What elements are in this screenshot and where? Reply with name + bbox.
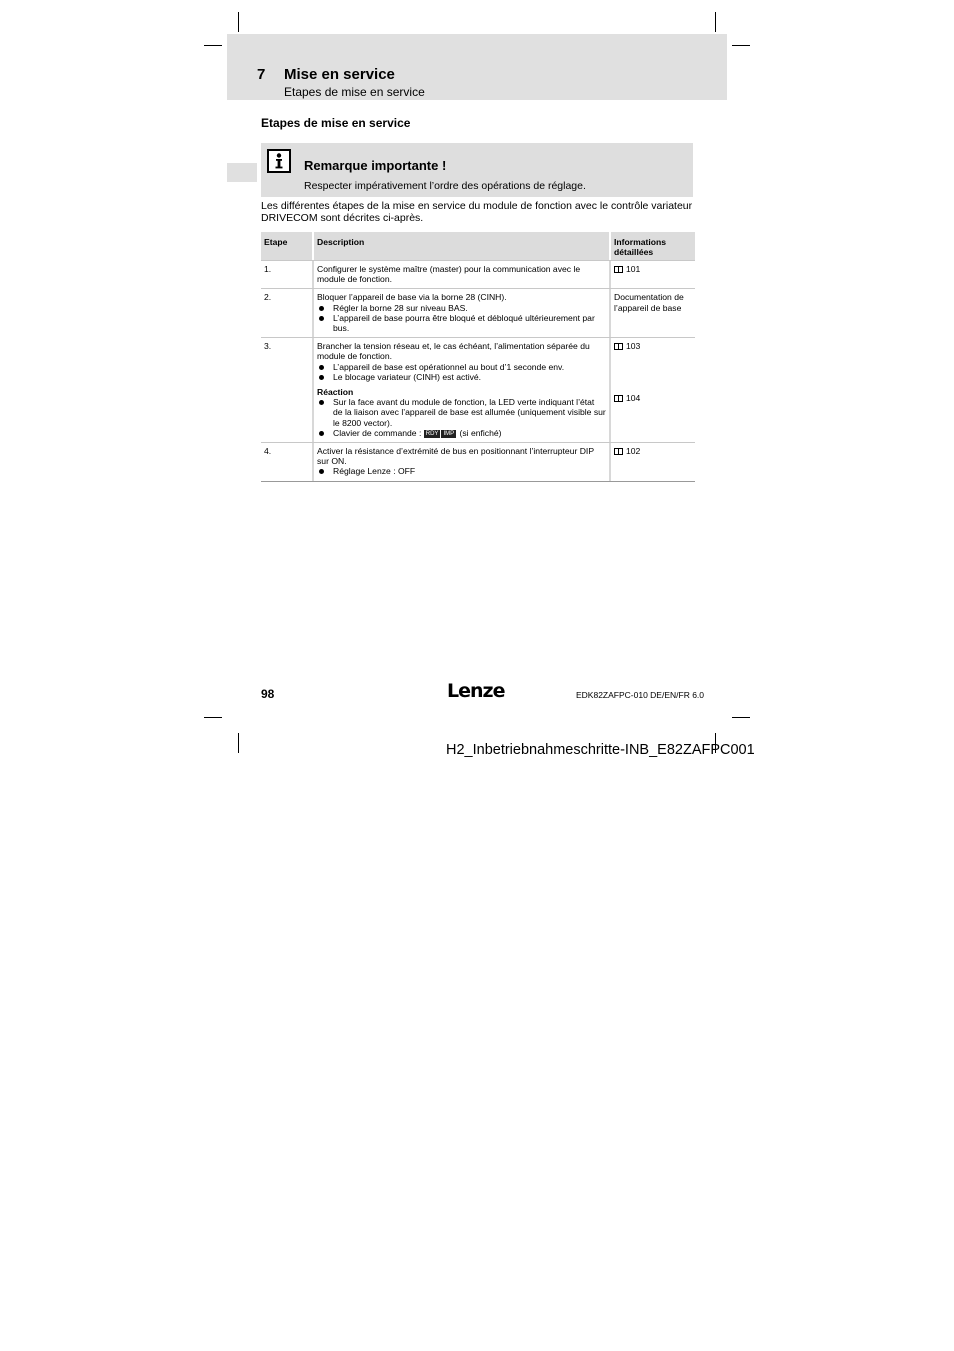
column-header: Informations détaillées (611, 232, 695, 260)
file-name: H2_Inbetriebnahmeschritte-INB_E82ZAFPC001 (446, 742, 755, 758)
step-text: Activer la résistance d’extrémité de bus en positionnant l’interrupteur DIP sur ON. (317, 446, 594, 467)
reaction-heading: Réaction (317, 387, 354, 398)
chapter-title: Mise en service (284, 66, 395, 83)
book-icon (614, 395, 623, 402)
section-heading: Etapes de mise en service (261, 116, 411, 130)
page-reference[interactable]: 104 (626, 393, 641, 404)
step-number: 4. (264, 446, 272, 457)
info-icon (267, 149, 291, 173)
page-number: 98 (261, 687, 275, 701)
chapter-number: 7 (257, 66, 266, 83)
step-text: Brancher la tension réseau et, le cas échéant, l’alimentation séparée du module de fonction. (317, 341, 590, 362)
step-text: Bloquer l’appareil de base via la borne 28 (CINH). (317, 292, 507, 303)
bullet-item: Le blocage variateur (CINH) est activé. (317, 372, 606, 382)
page-reference[interactable]: 102 (626, 446, 641, 457)
crop-mark (732, 717, 750, 718)
book-icon (614, 343, 623, 350)
step-description (312, 443, 611, 481)
column-header: Description (312, 232, 611, 260)
steps-table (261, 232, 695, 482)
table-row (261, 289, 695, 338)
step-number: 1. (264, 264, 272, 274)
crop-mark (238, 12, 239, 32)
rdy-key-indicator: RDY (425, 430, 439, 437)
step-description (312, 289, 611, 337)
step-number: 3. (264, 341, 272, 352)
bullet-item: L’appareil de base pourra être bloqué et débloqué ultérieurement par bus. (317, 313, 606, 333)
book-icon (614, 448, 623, 455)
bullet-item: Réglage Lenze : OFF (317, 466, 606, 476)
book-icon (614, 266, 623, 273)
note-title: Remarque importante ! (304, 158, 447, 173)
note-box (261, 143, 693, 197)
bullet-item: Régler la borne 28 sur niveau BAS. (317, 303, 606, 313)
table-header-row (261, 232, 695, 261)
bullet-item: L’appareil de base est opérationnel au bout d’1 seconde env. (317, 362, 606, 372)
document-code: EDK82ZAFPC-010 DE/EN/FR 6.0 (576, 690, 705, 700)
side-tab (227, 163, 257, 182)
crop-mark (732, 45, 750, 46)
step-info (611, 443, 695, 481)
step-number: 2. (264, 292, 272, 303)
note-text: Respecter impérativement l’ordre des opérations de réglage. (304, 180, 586, 192)
keypad-prefix: Clavier de commande : (333, 427, 422, 438)
crop-mark (204, 717, 222, 718)
bullet-item (317, 428, 606, 438)
keypad-suffix: (si enfiché) (459, 427, 502, 438)
chapter-subtitle: Etapes de mise en service (284, 85, 425, 99)
imp-key-indicator: IMP (443, 430, 455, 437)
step-info (611, 261, 695, 288)
page-reference[interactable]: 103 (626, 341, 641, 352)
step-text: Configurer le système maître (master) pour la communication avec le module de fonction. (317, 264, 581, 285)
table-row (261, 261, 695, 289)
crop-mark (238, 733, 239, 753)
column-header: Etape (261, 232, 312, 260)
table-row (261, 338, 695, 443)
lenze-logo: Lenze (447, 680, 505, 702)
step-description (312, 338, 611, 442)
crop-mark (204, 45, 222, 46)
intro-paragraph: Les différentes étapes de la mise en service du module de fonction avec le contrôle variateur DRIVECOM sont décrites ci-après. (261, 200, 693, 224)
page-reference[interactable]: 101 (626, 264, 641, 274)
step-info (611, 338, 695, 442)
bullet-item: Sur la face avant du module de fonction, la LED verte indiquant l’état de la liaison avec l’appareil de base est allumée (uniquement visible sur le 8200 vector). (317, 397, 606, 428)
crop-mark (715, 12, 716, 32)
table-row (261, 443, 695, 482)
step-info: Documentation de l’appareil de base (614, 292, 684, 313)
step-description (312, 261, 611, 288)
